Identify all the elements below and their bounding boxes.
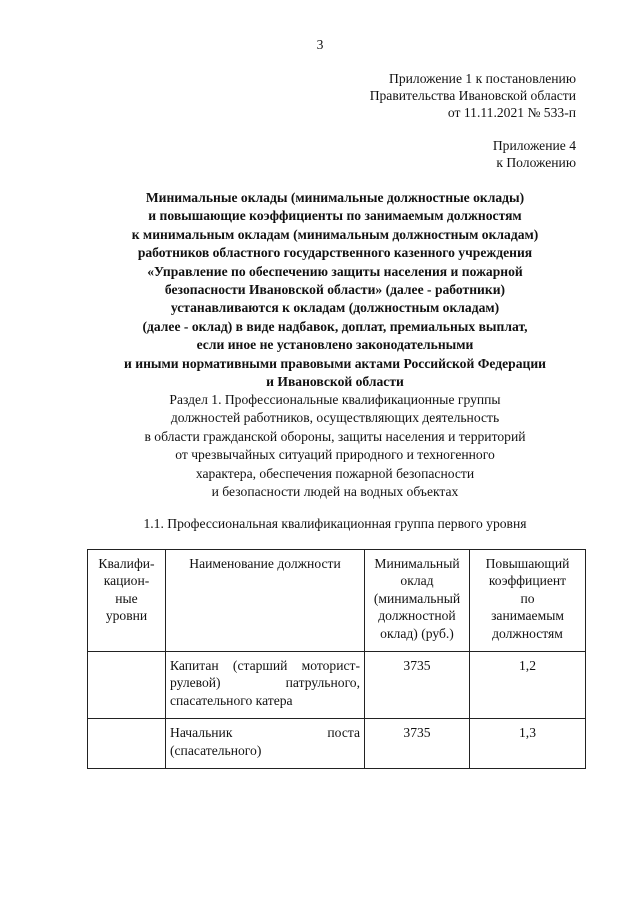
header-line: Квалифи-	[98, 556, 155, 571]
header-line: оклад	[400, 573, 434, 589]
section-line: Раздел 1. Профессиональные квалификационные группы	[169, 392, 501, 407]
header-coefficient	[470, 550, 586, 652]
subsection-title: 1.1. Профессиональная квалификационная группа первого уровня	[143, 516, 527, 531]
appendix-4-block	[493, 137, 576, 171]
appendix-1-line: Приложение 1 к постановлению	[389, 71, 576, 86]
cell-position: Капитан (старший моторист-рулевой) патрульного, спасательного катера	[166, 652, 365, 719]
title-line: устанавливаются к окладам (должностным окладам)	[170, 300, 500, 316]
section-line: и безопасности людей на водных объектах	[211, 484, 459, 500]
title-line: и Ивановской области	[266, 374, 404, 390]
header-line: (минимальный	[373, 590, 461, 606]
header-line: оклад) (руб.)	[380, 625, 454, 641]
header-line: Наименование должности	[189, 556, 341, 571]
header-line: кацион-	[103, 573, 150, 589]
title-line: (далее - оклад) в виде надбавок, доплат, премиальных выплат,	[142, 318, 528, 334]
section-line: от чрезвычайных ситуаций природного и техногенного	[175, 447, 495, 463]
header-line: должностной	[378, 608, 456, 624]
header-line: занимаемым	[491, 608, 564, 624]
header-qualification-levels	[88, 550, 166, 652]
title-line: если иное не установлено законодательными	[196, 337, 474, 353]
header-line: уровни	[105, 608, 148, 624]
appendix-4-line: к Положению	[496, 155, 576, 171]
appendix-4-line: Приложение 4	[492, 138, 576, 153]
section-line: характера, обеспечения пожарной безопасности	[195, 465, 475, 481]
header-line: должностям	[492, 625, 563, 641]
title-line: «Управление по обеспечению защиты населения и пожарной	[147, 263, 523, 279]
document-title	[80, 189, 590, 391]
cell-level	[88, 719, 166, 769]
title-line: безопасности Ивановской области» (далее - работники)	[164, 282, 506, 298]
title-line: к минимальным окладам (минимальным должностным окладам)	[131, 226, 539, 242]
cell-level	[88, 652, 166, 719]
table-header-row	[88, 550, 586, 652]
title-line: Минимальные оклады (минимальные должностные оклады)	[145, 190, 525, 205]
cell-salary: 3735	[365, 719, 470, 769]
section-line: в области гражданской обороны, защиты населения и территорий	[144, 428, 526, 444]
table-row	[88, 652, 586, 719]
section-line: должностей работников, осуществляющих деятельность	[170, 410, 500, 426]
title-line: и повышающие коэффициенты по занимаемым должностям	[148, 208, 522, 224]
title-line: работников областного государственного казенного учреждения	[137, 245, 533, 261]
cell-coefficient: 1,2	[470, 652, 586, 719]
page-number: 3	[316, 37, 324, 52]
table-row	[88, 719, 586, 769]
appendix-1-block	[370, 70, 576, 122]
header-line: коэффициент	[488, 573, 567, 589]
header-line: по	[520, 590, 535, 606]
title-line: и иными нормативными правовыми актами Российской Федерации	[124, 355, 546, 371]
appendix-1-line: от 11.11.2021 № 533-п	[447, 105, 576, 121]
cell-coefficient: 1,3	[470, 719, 586, 769]
header-minimum-salary	[365, 550, 470, 652]
section-title	[80, 391, 590, 501]
salary-table	[87, 549, 586, 769]
appendix-1-line: Правительства Ивановской области	[369, 88, 576, 104]
cell-salary: 3735	[365, 652, 470, 719]
header-position-name	[166, 550, 365, 652]
header-line: ные	[115, 590, 138, 606]
cell-position: Начальник поста (спасательного)	[166, 719, 365, 769]
header-line: Минимальный	[374, 556, 460, 571]
header-line: Повышающий	[485, 556, 570, 571]
